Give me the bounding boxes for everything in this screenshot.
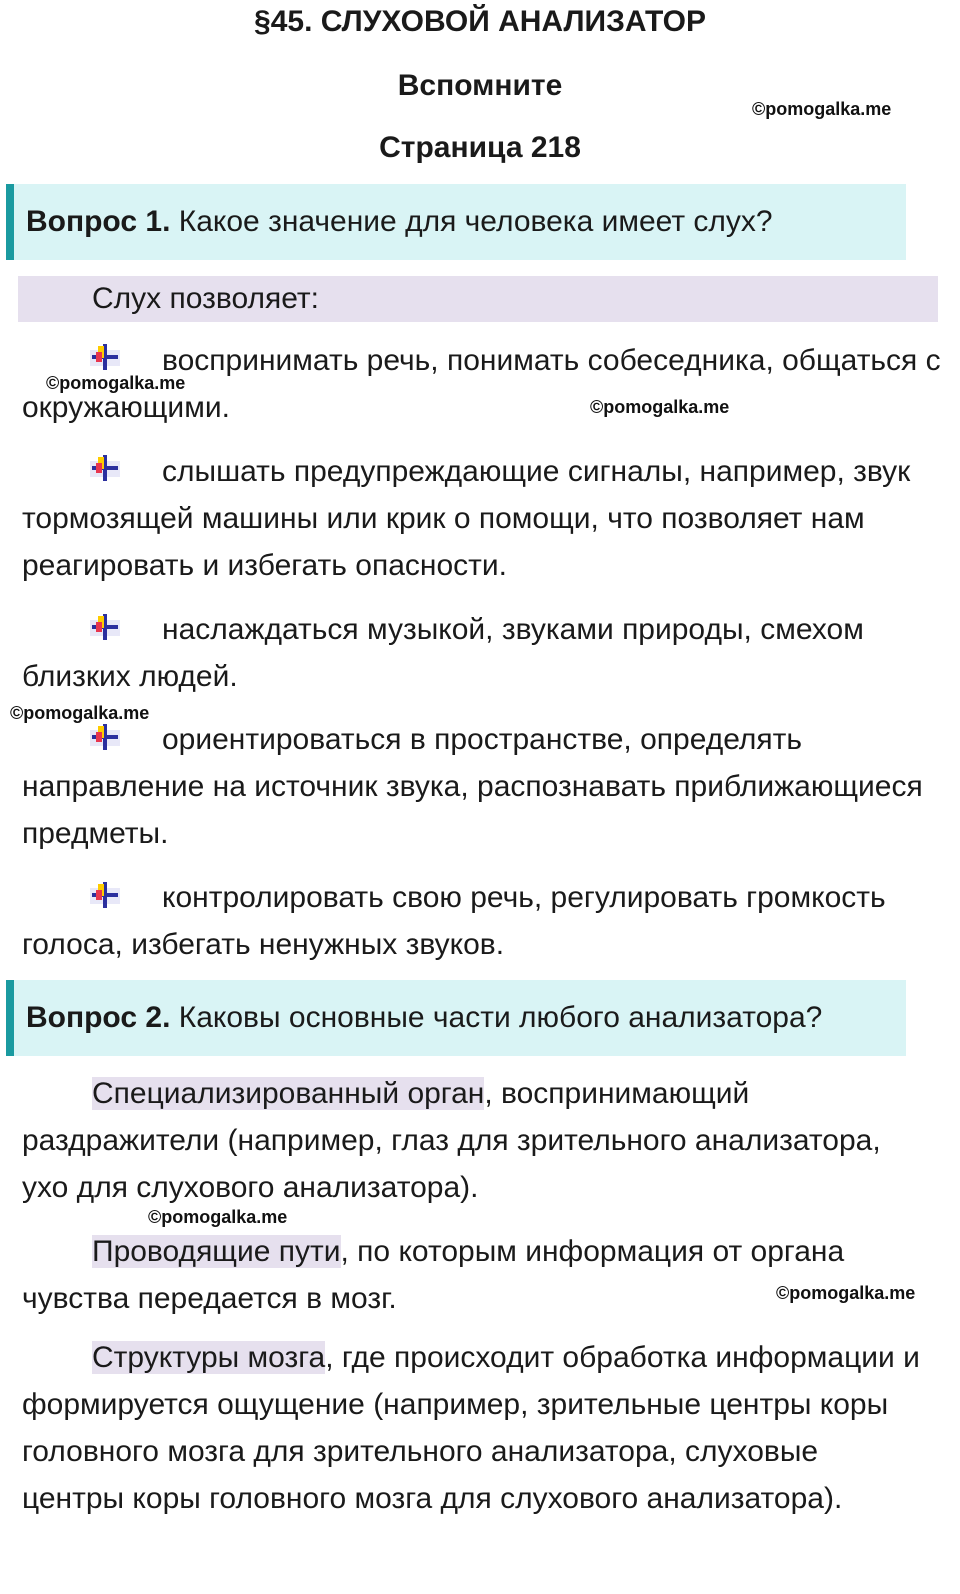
- question-2: [6, 980, 906, 1056]
- question-1-label: Вопрос 1.: [26, 205, 171, 238]
- page-number: Страница 218: [379, 131, 581, 164]
- answer-text: , по которым информация от органа чувства передается в мозг.: [22, 1235, 845, 1315]
- page-subtitle: Вспомните: [397, 69, 563, 102]
- watermark: ©pomogalka.me: [46, 373, 186, 393]
- answer-paragraph: [22, 1334, 922, 1522]
- answer-paragraph: [22, 1070, 922, 1211]
- watermark: ©pomogalka.me: [10, 703, 150, 723]
- answer-text: , где происходит обработка информации и формируется ощущение (например, зрительные центры коры головного мозга для зрительного анализатора, слуховые центры коры головного мозга для слухового анализатора).: [22, 1341, 920, 1515]
- page-title: §45. СЛУХОВОЙ АНАЛИЗАТОР: [254, 5, 706, 38]
- list-item: воспринимать речь, понимать собеседника, общаться с окружающими.: [22, 344, 941, 424]
- list-item: наслаждаться музыкой, звуками природы, смехом близких людей.: [22, 613, 864, 693]
- question-1: [6, 184, 906, 260]
- watermark: ©pomogalka.me: [776, 1283, 916, 1303]
- question-2-label: Вопрос 2.: [26, 1001, 171, 1034]
- answer-1-intro: Слух позволяет:: [18, 276, 938, 322]
- highlighted-term: Специализированный орган: [92, 1077, 485, 1110]
- list-item: ориентироваться в пространстве, определять направление на источник звука, распознавать приближающиеся предметы.: [22, 723, 923, 850]
- highlighted-term: Проводящие пути: [92, 1235, 341, 1268]
- list-item: слышать предупреждающие сигналы, например, звук тормозящей машины или крик о помощи, что позволяет нам реагировать и избегать опасности.: [22, 455, 911, 582]
- question-2-text: Каковы основные части любого анализатора?: [170, 1001, 823, 1034]
- watermark: ©pomogalka.me: [148, 1207, 288, 1227]
- highlighted-term: Структуры мозга: [92, 1341, 326, 1374]
- answer-paragraph: [22, 1228, 922, 1322]
- question-1-text: Какое значение для человека имеет слух?: [170, 205, 773, 238]
- watermark: ©pomogalka.me: [590, 397, 730, 417]
- list-item: контролировать свою речь, регулировать громкость голоса, избегать ненужных звуков.: [22, 881, 886, 961]
- watermark: ©pomogalka.me: [752, 99, 892, 119]
- answer-text: , воспринимающий раздражители (например, глаз для зрительного анализатора, ухо для слухового анализатора).: [22, 1077, 881, 1204]
